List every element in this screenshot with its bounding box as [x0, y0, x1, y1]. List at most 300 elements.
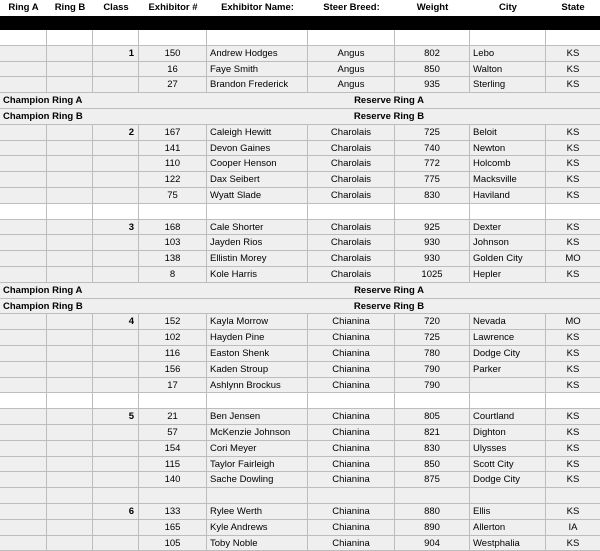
class-cell: [93, 346, 139, 361]
breed-cell: Charolais: [308, 172, 395, 187]
table-row: [0, 409, 600, 425]
ring-a-cell: [0, 425, 47, 440]
spacer-row: [0, 204, 600, 220]
table-row: [0, 235, 600, 251]
exhibitor-name-cell: Jayden Rios: [207, 235, 308, 250]
ring-a-cell: [0, 235, 47, 250]
ring-b-cell: [47, 172, 93, 187]
exhibitor-name-cell: Andrew Hodges: [207, 46, 308, 61]
exhibitor-name-cell: Kayla Morrow: [207, 314, 308, 329]
state-cell: KS: [546, 378, 600, 393]
exhibitor-number-cell: 21: [139, 409, 207, 424]
table-row: [0, 141, 600, 157]
exhibitor-name-cell: Kyle Andrews: [207, 520, 308, 535]
champion-label: Champion Ring A: [3, 93, 82, 108]
exhibitor-number-cell: 141: [139, 141, 207, 156]
class-cell: [93, 520, 139, 535]
table-row: [0, 267, 600, 283]
champion-row: [0, 283, 600, 299]
exhibitor-name-cell: Hayden Pine: [207, 330, 308, 345]
breed-cell: [308, 204, 395, 219]
city-cell: Hepler: [470, 267, 546, 282]
header-city: City: [470, 0, 546, 16]
ring-b-cell: [47, 314, 93, 329]
ring-a-cell: [0, 251, 47, 266]
state-cell: [546, 204, 600, 219]
champion-row: [0, 109, 600, 125]
exhibitor-name-cell: Dax Seibert: [207, 172, 308, 187]
exhibitor-number-cell: 57: [139, 425, 207, 440]
state-cell: KS: [546, 441, 600, 456]
ring-a-cell: [0, 188, 47, 203]
weight-cell: 1025: [395, 267, 470, 282]
weight-cell: 830: [395, 188, 470, 203]
class-cell: [93, 267, 139, 282]
state-cell: KS: [546, 409, 600, 424]
exhibitor-name-cell: Rylee Werth: [207, 504, 308, 519]
weight-cell: 772: [395, 156, 470, 171]
state-cell: KS: [546, 235, 600, 250]
class-cell: [93, 378, 139, 393]
state-cell: KS: [546, 504, 600, 519]
breed-cell: Angus: [308, 46, 395, 61]
table-row: [0, 172, 600, 188]
champion-label: Champion Ring B: [3, 109, 83, 124]
class-cell: 3: [93, 220, 139, 235]
ring-b-cell: [47, 220, 93, 235]
table-row: [0, 441, 600, 457]
ring-a-cell: [0, 472, 47, 487]
ring-b-cell: [47, 472, 93, 487]
state-cell: KS: [546, 188, 600, 203]
weight-cell: 821: [395, 425, 470, 440]
ring-a-cell: [0, 77, 47, 92]
ring-a-cell: [0, 504, 47, 519]
class-cell: [93, 30, 139, 45]
exhibitor-name-cell: Taylor Fairleigh: [207, 457, 308, 472]
exhibitor-name-cell: Wyatt Slade: [207, 188, 308, 203]
reserve-label: Reserve Ring A: [308, 93, 470, 108]
state-cell: KS: [546, 220, 600, 235]
class-cell: [93, 536, 139, 551]
exhibitor-name-cell: [207, 393, 308, 408]
ring-b-cell: [47, 46, 93, 61]
exhibitor-number-cell: 122: [139, 172, 207, 187]
header-exhibitor-name: Exhibitor Name:: [207, 0, 308, 16]
ring-b-cell: [47, 125, 93, 140]
breed-cell: Charolais: [308, 156, 395, 171]
weight-cell: 830: [395, 441, 470, 456]
header-ring-b: Ring B: [47, 0, 93, 16]
state-cell: KS: [546, 141, 600, 156]
table-row: [0, 378, 600, 394]
ring-a-cell: [0, 393, 47, 408]
table-row: [0, 330, 600, 346]
breed-cell: Charolais: [308, 251, 395, 266]
exhibitor-name-cell: [207, 30, 308, 45]
exhibitor-number-cell: 75: [139, 188, 207, 203]
state-cell: MO: [546, 314, 600, 329]
exhibitor-name-cell: Cori Meyer: [207, 441, 308, 456]
weight-cell: 930: [395, 235, 470, 250]
city-cell: Haviland: [470, 188, 546, 203]
breed-cell: Charolais: [308, 267, 395, 282]
weight-cell: 790: [395, 362, 470, 377]
ring-a-cell: [0, 378, 47, 393]
class-cell: 5: [93, 409, 139, 424]
weight-cell: 850: [395, 62, 470, 77]
breed-cell: [308, 30, 395, 45]
exhibitor-number-cell: [139, 204, 207, 219]
exhibitor-number-cell: 152: [139, 314, 207, 329]
class-cell: [93, 141, 139, 156]
city-cell: Walton: [470, 62, 546, 77]
state-cell: MO: [546, 251, 600, 266]
exhibitor-number-cell: 156: [139, 362, 207, 377]
table-row: [0, 504, 600, 520]
ring-a-cell: [0, 536, 47, 551]
class-cell: [93, 472, 139, 487]
weight-cell: 775: [395, 172, 470, 187]
ring-b-cell: [47, 141, 93, 156]
city-cell: [470, 30, 546, 45]
state-cell: KS: [546, 172, 600, 187]
weight-cell: 725: [395, 330, 470, 345]
ring-b-cell: [47, 156, 93, 171]
state-cell: KS: [546, 156, 600, 171]
exhibitor-number-cell: [139, 30, 207, 45]
breed-cell: Chianina: [308, 504, 395, 519]
breed-cell: Chianina: [308, 425, 395, 440]
class-cell: [93, 457, 139, 472]
class-cell: [93, 362, 139, 377]
exhibitor-name-cell: Cale Shorter: [207, 220, 308, 235]
state-cell: KS: [546, 77, 600, 92]
ring-a-cell: [0, 362, 47, 377]
city-cell: Macksville: [470, 172, 546, 187]
exhibitor-number-cell: 103: [139, 235, 207, 250]
weight-cell: [395, 204, 470, 219]
state-cell: KS: [546, 267, 600, 282]
breed-cell: Charolais: [308, 220, 395, 235]
breed-cell: Charolais: [308, 141, 395, 156]
header-class: Class: [93, 0, 139, 16]
city-cell: Dighton: [470, 425, 546, 440]
ring-a-cell: [0, 330, 47, 345]
class-cell: [93, 204, 139, 219]
weight-cell: 930: [395, 251, 470, 266]
ring-b-cell: [47, 536, 93, 551]
table-row: [0, 251, 600, 267]
state-cell: KS: [546, 62, 600, 77]
header-weight: Weight: [395, 0, 470, 16]
city-cell: Lawrence: [470, 330, 546, 345]
class-cell: [93, 330, 139, 345]
class-cell: 2: [93, 125, 139, 140]
city-cell: Nevada: [470, 314, 546, 329]
header-state: State: [546, 0, 600, 16]
reserve-label: Reserve Ring B: [308, 109, 470, 124]
table-row: [0, 220, 600, 236]
breed-cell: Charolais: [308, 235, 395, 250]
city-cell: Ulysses: [470, 441, 546, 456]
class-cell: [93, 235, 139, 250]
table-row: [0, 457, 600, 473]
city-cell: Lebo: [470, 46, 546, 61]
table-row: [0, 362, 600, 378]
breed-cell: Chianina: [308, 441, 395, 456]
ring-b-cell: [47, 393, 93, 408]
breed-cell: Charolais: [308, 188, 395, 203]
weight-cell: 740: [395, 141, 470, 156]
city-cell: Dexter: [470, 220, 546, 235]
weight-cell: 780: [395, 346, 470, 361]
class-cell: [93, 441, 139, 456]
ring-a-cell: [0, 346, 47, 361]
breed-cell: Chianina: [308, 457, 395, 472]
ring-b-cell: [47, 504, 93, 519]
breed-cell: Chianina: [308, 346, 395, 361]
weight-cell: 890: [395, 520, 470, 535]
ring-a-cell: [0, 172, 47, 187]
weight-cell: 802: [395, 46, 470, 61]
exhibitor-name-cell: Toby Noble: [207, 536, 308, 551]
state-cell: KS: [546, 362, 600, 377]
exhibitor-name-cell: Ben Jensen: [207, 409, 308, 424]
ring-b-cell: [47, 441, 93, 456]
city-cell: [470, 393, 546, 408]
table-row: [0, 314, 600, 330]
state-cell: [546, 393, 600, 408]
spacer-row: [0, 393, 600, 409]
breed-cell: Angus: [308, 62, 395, 77]
exhibitor-number-cell: 165: [139, 520, 207, 535]
table-row: [0, 156, 600, 172]
state-cell: KS: [546, 46, 600, 61]
champion-row: [0, 93, 600, 109]
state-cell: KS: [546, 457, 600, 472]
header-row: [0, 0, 600, 16]
exhibitor-name-cell: Cooper Henson: [207, 156, 308, 171]
city-cell: [470, 488, 546, 503]
weight-cell: 725: [395, 125, 470, 140]
ring-a-cell: [0, 141, 47, 156]
exhibitor-number-cell: 115: [139, 457, 207, 472]
weight-cell: 935: [395, 77, 470, 92]
spacer-row: [0, 30, 600, 46]
weight-cell: 720: [395, 314, 470, 329]
city-cell: [470, 204, 546, 219]
class-cell: [93, 172, 139, 187]
exhibitor-number-cell: 138: [139, 251, 207, 266]
ring-a-cell: [0, 457, 47, 472]
state-cell: KS: [546, 425, 600, 440]
class-cell: [93, 488, 139, 503]
exhibitor-name-cell: Caleigh Hewitt: [207, 125, 308, 140]
exhibitor-number-cell: 116: [139, 346, 207, 361]
state-cell: IA: [546, 520, 600, 535]
weight-cell: 875: [395, 472, 470, 487]
ring-b-cell: [47, 251, 93, 266]
state-cell: [546, 30, 600, 45]
city-cell: Newton: [470, 141, 546, 156]
spacer-row: [0, 488, 600, 504]
ring-b-cell: [47, 235, 93, 250]
weight-cell: 805: [395, 409, 470, 424]
ring-a-cell: [0, 441, 47, 456]
exhibitor-name-cell: [207, 488, 308, 503]
exhibitor-number-cell: 110: [139, 156, 207, 171]
weight-cell: [395, 393, 470, 408]
table-row: [0, 77, 600, 93]
ring-b-cell: [47, 362, 93, 377]
city-cell: Sterling: [470, 77, 546, 92]
class-cell: [93, 156, 139, 171]
breed-cell: Chianina: [308, 314, 395, 329]
ring-b-cell: [47, 188, 93, 203]
city-cell: Westphalia: [470, 536, 546, 551]
header-steer-breed: Steer Breed:: [308, 0, 395, 16]
city-cell: Golden City: [470, 251, 546, 266]
ring-a-cell: [0, 488, 47, 503]
weight-cell: 880: [395, 504, 470, 519]
ring-a-cell: [0, 220, 47, 235]
table-row: [0, 62, 600, 78]
exhibitor-name-cell: Ashlynn Brockus: [207, 378, 308, 393]
class-cell: [93, 62, 139, 77]
class-cell: 6: [93, 504, 139, 519]
city-cell: Johnson: [470, 235, 546, 250]
exhibitor-number-cell: 17: [139, 378, 207, 393]
table-row: [0, 536, 600, 551]
class-cell: [93, 393, 139, 408]
ring-a-cell: [0, 409, 47, 424]
weight-cell: 904: [395, 536, 470, 551]
exhibitor-name-cell: Faye Smith: [207, 62, 308, 77]
ring-b-cell: [47, 77, 93, 92]
table-row: [0, 46, 600, 62]
ring-b-cell: [47, 204, 93, 219]
city-cell: Dodge City: [470, 346, 546, 361]
ring-a-cell: [0, 520, 47, 535]
exhibitor-name-cell: Ellistin Morey: [207, 251, 308, 266]
breed-cell: Chianina: [308, 409, 395, 424]
weight-cell: [395, 488, 470, 503]
champion-row: [0, 299, 600, 315]
city-cell: [470, 378, 546, 393]
reserve-label: Reserve Ring A: [308, 283, 470, 298]
state-cell: KS: [546, 536, 600, 551]
breed-cell: Chianina: [308, 536, 395, 551]
class-cell: [93, 188, 139, 203]
header-ring-a: Ring A: [0, 0, 47, 16]
ring-a-cell: [0, 267, 47, 282]
weight-cell: 850: [395, 457, 470, 472]
ring-b-cell: [47, 267, 93, 282]
class-cell: [93, 425, 139, 440]
exhibitor-name-cell: Sache Dowling: [207, 472, 308, 487]
table-row: [0, 346, 600, 362]
exhibitor-name-cell: Kole Harris: [207, 267, 308, 282]
class-cell: 4: [93, 314, 139, 329]
class-cell: [93, 77, 139, 92]
exhibitor-number-cell: 27: [139, 77, 207, 92]
exhibitor-number-cell: 167: [139, 125, 207, 140]
exhibitor-number-cell: 16: [139, 62, 207, 77]
breed-cell: Chianina: [308, 330, 395, 345]
ring-b-cell: [47, 346, 93, 361]
class-cell: [93, 251, 139, 266]
header-separator-bar: [0, 16, 600, 30]
champion-label: Champion Ring A: [3, 283, 82, 298]
exhibitor-name-cell: Easton Shenk: [207, 346, 308, 361]
state-cell: KS: [546, 472, 600, 487]
city-cell: Parker: [470, 362, 546, 377]
exhibitor-name-cell: Brandon Frederick: [207, 77, 308, 92]
city-cell: Holcomb: [470, 156, 546, 171]
ring-b-cell: [47, 62, 93, 77]
weight-cell: 790: [395, 378, 470, 393]
breed-cell: [308, 488, 395, 503]
table-row: [0, 125, 600, 141]
ring-a-cell: [0, 314, 47, 329]
ring-b-cell: [47, 425, 93, 440]
ring-b-cell: [47, 378, 93, 393]
ring-b-cell: [47, 330, 93, 345]
table-row: [0, 520, 600, 536]
exhibitor-number-cell: [139, 488, 207, 503]
ring-a-cell: [0, 30, 47, 45]
exhibitor-name-cell: Devon Gaines: [207, 141, 308, 156]
exhibitor-number-cell: 133: [139, 504, 207, 519]
exhibitor-number-cell: 150: [139, 46, 207, 61]
weight-cell: 925: [395, 220, 470, 235]
reserve-label: Reserve Ring B: [308, 299, 470, 314]
city-cell: Beloit: [470, 125, 546, 140]
exhibitor-name-cell: McKenzie Johnson: [207, 425, 308, 440]
table-row: [0, 188, 600, 204]
ring-b-cell: [47, 488, 93, 503]
exhibitor-number-cell: 102: [139, 330, 207, 345]
breed-cell: Angus: [308, 77, 395, 92]
city-cell: Scott City: [470, 457, 546, 472]
state-cell: KS: [546, 330, 600, 345]
exhibitor-name-cell: Kaden Stroup: [207, 362, 308, 377]
ring-a-cell: [0, 62, 47, 77]
city-cell: Allerton: [470, 520, 546, 535]
ring-b-cell: [47, 457, 93, 472]
exhibitor-number-cell: 140: [139, 472, 207, 487]
table-row: [0, 472, 600, 488]
weight-cell: [395, 30, 470, 45]
ring-a-cell: [0, 204, 47, 219]
exhibitor-name-cell: [207, 204, 308, 219]
state-cell: [546, 488, 600, 503]
breed-cell: Chianina: [308, 520, 395, 535]
state-cell: KS: [546, 346, 600, 361]
breed-cell: Chianina: [308, 362, 395, 377]
ring-b-cell: [47, 409, 93, 424]
table-row: [0, 425, 600, 441]
header-exhibitor-number: Exhibitor #: [139, 0, 207, 16]
ring-b-cell: [47, 520, 93, 535]
city-cell: Ellis: [470, 504, 546, 519]
breed-cell: Charolais: [308, 125, 395, 140]
exhibitor-number-cell: 168: [139, 220, 207, 235]
exhibitor-number-cell: 154: [139, 441, 207, 456]
breed-cell: Chianina: [308, 378, 395, 393]
table-body: [0, 30, 600, 551]
